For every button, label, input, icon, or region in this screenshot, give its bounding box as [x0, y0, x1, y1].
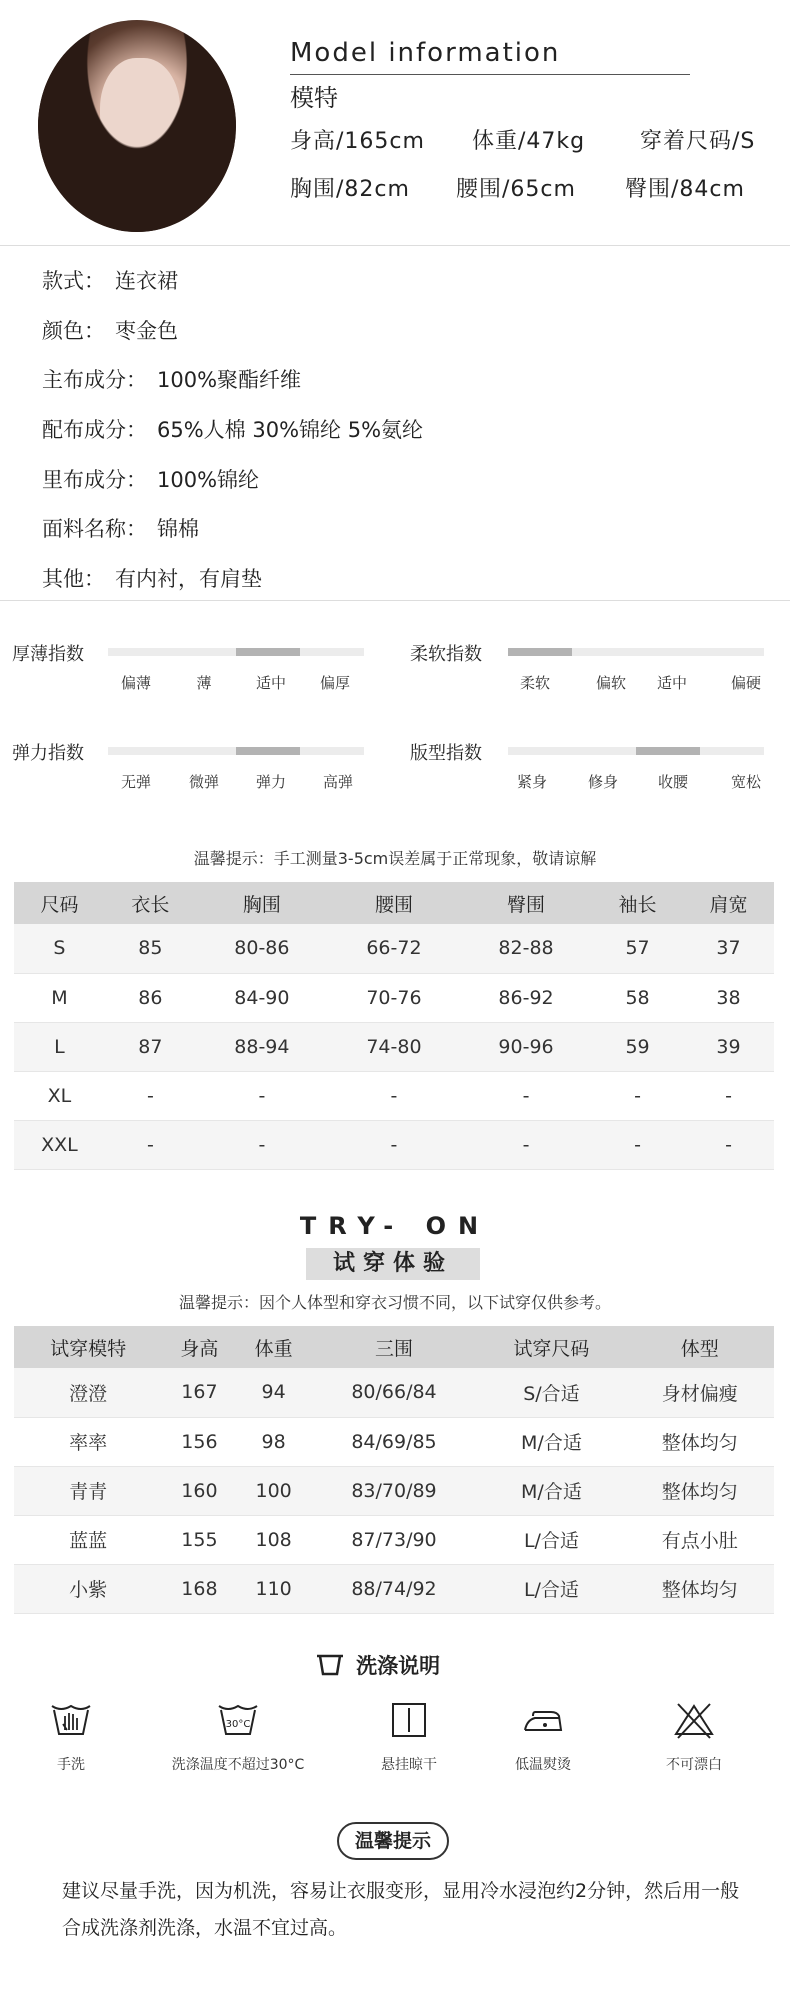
size-header-cell: 肩宽 — [683, 882, 774, 924]
table-cell: 84-90 — [196, 973, 328, 1022]
softness-index-fill — [508, 648, 572, 656]
thickness-index-label: 厚薄指数 — [12, 644, 84, 665]
table-cell: XXL — [14, 1120, 105, 1169]
elasticity-tick: 无弹 — [120, 773, 151, 791]
elasticity-index-fill — [236, 747, 300, 755]
table-cell: 80/66/84 — [311, 1368, 478, 1417]
softness-tick: 柔软 — [519, 674, 550, 692]
table-row — [14, 1564, 774, 1613]
softness-tick: 偏软 — [595, 674, 626, 692]
no-bleach-icon — [672, 1700, 716, 1740]
elasticity-tick: 高弹 — [322, 773, 353, 791]
attr-secondary-fabric: 配布成分： 65%人棉 30%锦纶 5%氨纶 — [42, 418, 424, 442]
wash-30-icon — [216, 1700, 260, 1740]
table-cell: 88-94 — [196, 1022, 328, 1071]
table-cell: M/合适 — [477, 1466, 625, 1515]
wash-label: 不可漂白 — [666, 1757, 722, 1773]
tryon-header-cell: 身高 — [162, 1326, 236, 1368]
thickness-tick: 适中 — [255, 674, 286, 692]
model-height: 身高/165cm — [290, 129, 425, 154]
attr-color: 颜色： 枣金色 — [42, 319, 178, 343]
model-weight: 体重/47kg — [472, 129, 586, 154]
model-waist: 腰围/65cm — [456, 177, 576, 202]
fit-tick: 修身 — [587, 773, 618, 791]
attr-style: 款式： 连衣裙 — [42, 269, 178, 293]
fit-index-fill — [636, 747, 700, 755]
table-row — [14, 1466, 774, 1515]
wash-item-temp — [163, 1700, 313, 1774]
thickness-tick: 偏厚 — [319, 674, 350, 692]
softness-index-label: 柔软指数 — [410, 644, 482, 665]
table-row — [14, 1515, 774, 1564]
table-row — [14, 973, 774, 1022]
table-cell: 74-80 — [328, 1022, 460, 1071]
table-cell: 小紫 — [14, 1564, 162, 1613]
attr-fabric-name: 面料名称： 锦棉 — [42, 517, 199, 541]
fit-index-label: 版型指数 — [410, 743, 482, 764]
tip-title-pill: 温馨提示 — [337, 1822, 449, 1860]
table-cell: 87 — [105, 1022, 196, 1071]
table-cell: - — [460, 1120, 592, 1169]
model-hip: 臀围/84cm — [625, 177, 745, 202]
model-info-title: Model information — [290, 38, 561, 68]
attr-lining: 里布成分： 100%锦纶 — [42, 468, 260, 492]
wash-header — [315, 1650, 440, 1680]
table-cell: 66-72 — [328, 924, 460, 973]
table-cell: 37 — [683, 924, 774, 973]
table-cell: 156 — [162, 1417, 236, 1466]
elasticity-tick: 弹力 — [255, 773, 286, 791]
size-note: 温馨提示：手工测量3-5cm误差属于正常现象，敬请谅解 — [193, 849, 597, 868]
wash-label: 洗涤温度不超过30°C — [171, 1757, 305, 1773]
table-cell: L/合适 — [477, 1515, 625, 1564]
table-row — [14, 1417, 774, 1466]
table-row — [14, 1120, 774, 1169]
wash-item-hand — [0, 1700, 146, 1774]
table-cell: 100 — [237, 1466, 311, 1515]
wash-label: 手洗 — [57, 1757, 85, 1773]
table-cell: - — [196, 1071, 328, 1120]
table-cell: 80-86 — [196, 924, 328, 973]
table-cell: 88/74/92 — [311, 1564, 478, 1613]
table-cell: 84/69/85 — [311, 1417, 478, 1466]
attr-main-fabric: 主布成分： 100%聚酯纤维 — [42, 368, 302, 392]
wash-label: 悬挂晾干 — [381, 1757, 437, 1773]
wash-item-bleach — [619, 1700, 769, 1774]
tryon-header-cell: 体重 — [237, 1326, 311, 1368]
thickness-tick: 偏薄 — [120, 674, 151, 692]
table-cell: L — [14, 1022, 105, 1071]
thickness-index-fill — [236, 648, 300, 656]
table-cell: 59 — [592, 1022, 683, 1071]
table-cell: 110 — [237, 1564, 311, 1613]
tryon-header-cell: 体型 — [626, 1326, 774, 1368]
softness-tick: 适中 — [656, 674, 687, 692]
table-cell: 87/73/90 — [311, 1515, 478, 1564]
fit-tick: 紧身 — [516, 773, 547, 791]
table-row — [14, 1368, 774, 1417]
wash-title: 洗涤说明 — [356, 1654, 441, 1678]
table-cell: XL — [14, 1071, 105, 1120]
wash-temp-text: 30°C — [225, 1719, 251, 1730]
elasticity-tick: 微弹 — [188, 773, 219, 791]
table-cell: - — [105, 1120, 196, 1169]
table-cell: 94 — [237, 1368, 311, 1417]
tryon-title-cn: 试穿体验 — [306, 1248, 480, 1280]
table-cell: 蓝蓝 — [14, 1515, 162, 1564]
tip-text: 建议尽量手洗，因为机洗，容易让衣服变形，显用冷水浸泡约2分钟，然后用一般合成洗涤剂洗涤，水温不宜过高。 — [62, 1880, 740, 1939]
tryon-note: 温馨提示：因个人体型和穿衣习惯不同，以下试穿仅供参考。 — [178, 1293, 611, 1312]
table-cell: 39 — [683, 1022, 774, 1071]
table-cell: M/合适 — [477, 1417, 625, 1466]
table-cell: 168 — [162, 1564, 236, 1613]
table-cell: 86-92 — [460, 973, 592, 1022]
table-cell: 整体均匀 — [626, 1417, 774, 1466]
table-cell: 83/70/89 — [311, 1466, 478, 1515]
table-cell: 整体均匀 — [626, 1466, 774, 1515]
wash-tub-icon — [315, 1652, 345, 1678]
table-cell: 108 — [237, 1515, 311, 1564]
table-cell: 90-96 — [460, 1022, 592, 1071]
table-cell: 70-76 — [328, 973, 460, 1022]
table-cell: 青青 — [14, 1466, 162, 1515]
tryon-title-en: TRY- ON — [299, 1212, 491, 1240]
table-cell: 82-88 — [460, 924, 592, 973]
table-cell: - — [196, 1120, 328, 1169]
model-bust: 胸围/82cm — [290, 177, 410, 202]
tryon-header-cell: 试穿尺码 — [477, 1326, 625, 1368]
table-cell: 86 — [105, 973, 196, 1022]
tryon-table — [14, 1326, 774, 1614]
table-cell: 57 — [592, 924, 683, 973]
table-cell: 身材偏瘦 — [626, 1368, 774, 1417]
table-cell: 167 — [162, 1368, 236, 1417]
table-row — [14, 1071, 774, 1120]
low-iron-icon — [521, 1700, 565, 1740]
table-cell: - — [592, 1071, 683, 1120]
wash-item-iron — [468, 1700, 618, 1774]
model-hair — [38, 20, 236, 232]
table-cell: 38 — [683, 973, 774, 1022]
table-cell: - — [105, 1071, 196, 1120]
table-cell: - — [683, 1120, 774, 1169]
size-header-cell: 臀围 — [460, 882, 592, 924]
table-cell: - — [460, 1071, 592, 1120]
softness-index-track — [508, 648, 764, 656]
table-cell: 155 — [162, 1515, 236, 1564]
table-cell: S — [14, 924, 105, 973]
model-title-underline — [290, 74, 690, 75]
fit-tick: 宽松 — [730, 773, 761, 791]
size-header-cell: 袖长 — [592, 882, 683, 924]
wash-item-hang — [334, 1700, 484, 1774]
tryon-table-header-row — [14, 1326, 774, 1368]
tryon-header-cell: 试穿模特 — [14, 1326, 162, 1368]
thickness-tick: 薄 — [196, 674, 212, 692]
size-table — [14, 882, 774, 1170]
table-cell: - — [592, 1120, 683, 1169]
size-header-cell: 衣长 — [105, 882, 196, 924]
table-row — [14, 1022, 774, 1071]
table-cell: 澄澄 — [14, 1368, 162, 1417]
wash-label: 低温熨烫 — [515, 1757, 571, 1773]
table-cell: - — [328, 1120, 460, 1169]
table-cell: - — [328, 1071, 460, 1120]
size-header-cell: 胸围 — [196, 882, 328, 924]
table-cell: 160 — [162, 1466, 236, 1515]
table-cell: - — [683, 1071, 774, 1120]
table-cell: S/合适 — [477, 1368, 625, 1417]
table-cell: 有点小肚 — [626, 1515, 774, 1564]
attr-other: 其他： 有内衬，有肩垫 — [42, 567, 262, 591]
table-cell: 98 — [237, 1417, 311, 1466]
section-divider — [0, 245, 790, 246]
size-table-header-row — [14, 882, 774, 924]
size-header-cell: 尺码 — [14, 882, 105, 924]
model-size: 穿着尺码/S — [640, 129, 756, 154]
size-header-cell: 腰围 — [328, 882, 460, 924]
hand-wash-icon — [49, 1700, 93, 1740]
table-cell: 整体均匀 — [626, 1564, 774, 1613]
thickness-index-track — [108, 648, 364, 656]
table-cell: M — [14, 973, 105, 1022]
elasticity-index-label: 弹力指数 — [12, 743, 84, 764]
table-row — [14, 924, 774, 973]
model-photo — [38, 20, 236, 232]
table-cell: L/合适 — [477, 1564, 625, 1613]
softness-tick: 偏硬 — [730, 674, 761, 692]
table-cell: 85 — [105, 924, 196, 973]
fit-tick: 收腰 — [657, 773, 688, 791]
elasticity-index-track — [108, 747, 364, 755]
hang-dry-icon — [389, 1700, 429, 1740]
fit-index-track — [508, 747, 764, 755]
table-cell: 58 — [592, 973, 683, 1022]
tryon-header-cell: 三围 — [311, 1326, 478, 1368]
table-cell: 率率 — [14, 1417, 162, 1466]
model-info-subtitle: 模特 — [290, 84, 338, 112]
section-divider — [0, 600, 790, 601]
